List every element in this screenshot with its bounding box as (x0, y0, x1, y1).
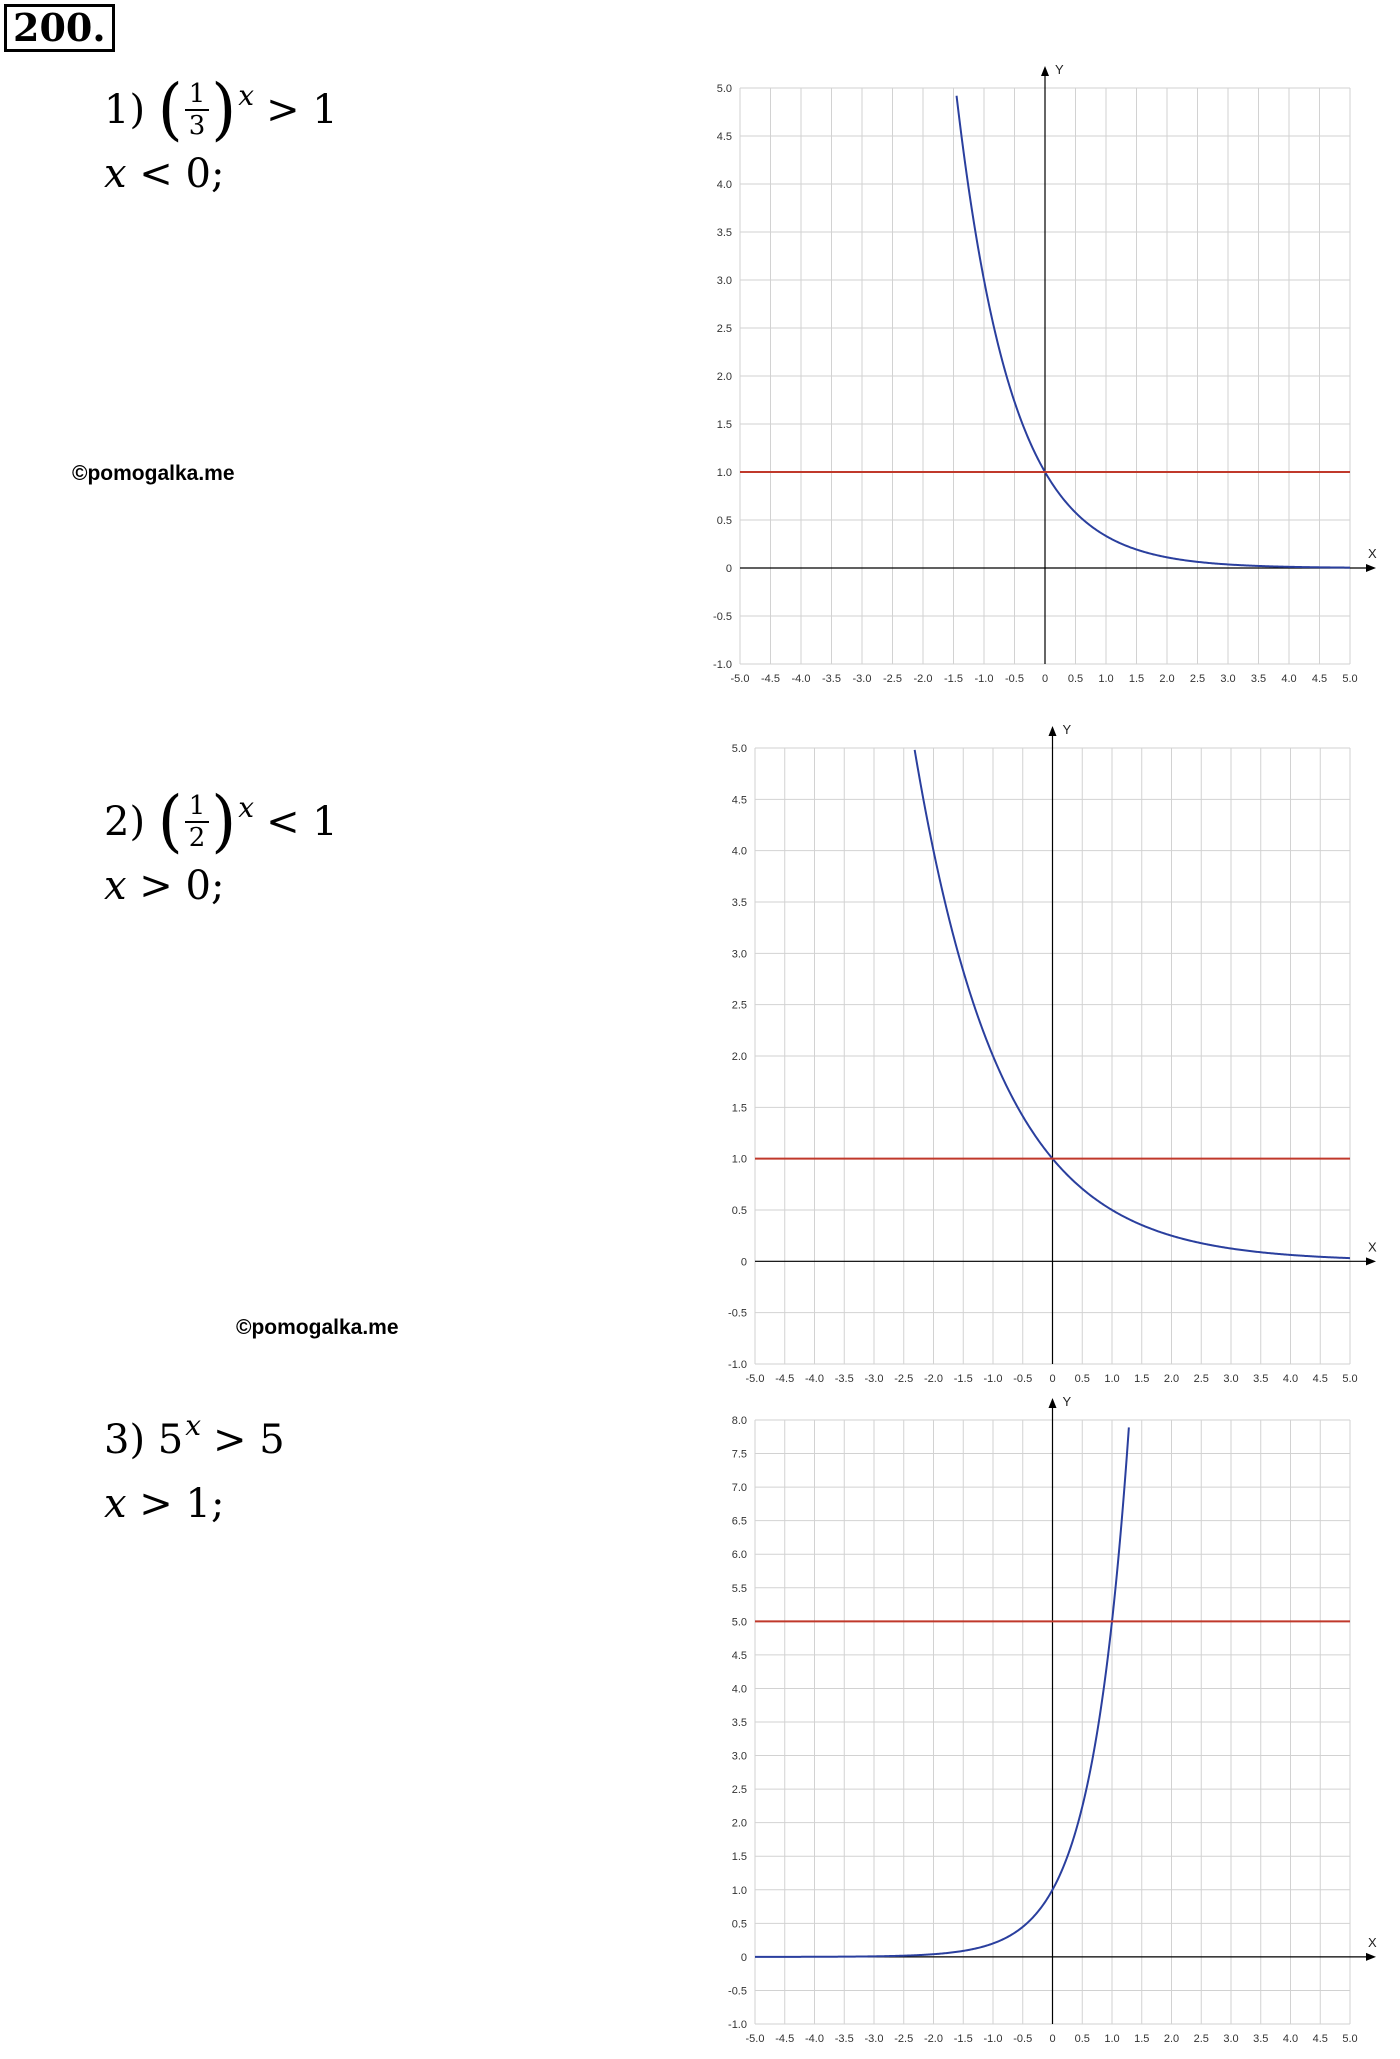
x-tick-label: 4.0 (1281, 673, 1297, 685)
exponential-curve (957, 96, 1350, 568)
y-tick-label: 0.5 (716, 515, 732, 527)
x-tick-label: 0.5 (1074, 2033, 1090, 2045)
x-tick-label: 1.5 (1128, 673, 1145, 685)
x-tick-label: 1.5 (1134, 2033, 1150, 2045)
y-tick-label: -1.0 (728, 1359, 747, 1371)
x-axis-label: X (1368, 1239, 1377, 1255)
x-tick-label: -4.5 (775, 1373, 795, 1385)
x-tick-label: -5.0 (745, 2033, 765, 2045)
y-tick-label: 0 (725, 563, 732, 575)
y-axis-label: Y (1062, 1394, 1072, 1409)
x-tick-label: 4.5 (1311, 673, 1328, 685)
x-tick-label: -1.0 (983, 2033, 1003, 2045)
chart-3 (715, 1394, 1390, 2050)
watermark: ©pomogalka.me (72, 462, 235, 485)
x-tick-label: -3.5 (834, 2033, 854, 2045)
x-axis-arrow (1366, 564, 1376, 572)
task-3-inequality (104, 1408, 285, 1472)
y-tick-label: 4.5 (716, 131, 732, 143)
x-tick-label: 2.5 (1193, 2033, 1209, 2045)
task-3-answer: x > 1; (104, 1481, 225, 1527)
y-tick-label: 1.0 (731, 1153, 747, 1166)
x-tick-label: 1.0 (1098, 673, 1114, 685)
x-tick-label: 5.0 (1342, 2033, 1358, 2045)
y-tick-label: 4.5 (731, 1649, 747, 1662)
y-tick-label: 5.0 (716, 83, 732, 95)
x-tick-label: 1.0 (1104, 1373, 1120, 1385)
y-tick-label: -0.5 (713, 611, 732, 623)
x-tick-label: -4.0 (805, 2033, 824, 2045)
task-label: 2) (104, 799, 146, 845)
y-tick-label: 2.0 (716, 371, 732, 383)
y-tick-label: 4.0 (716, 179, 732, 191)
y-tick-label: 1.5 (716, 419, 732, 431)
exponent: x (185, 1409, 202, 1442)
x-tick-label: 3.0 (1223, 2033, 1239, 2045)
y-tick-label: 5.5 (731, 1582, 747, 1595)
x-tick-label: 4.5 (1312, 2033, 1328, 2045)
y-tick-label: 2.5 (716, 323, 732, 335)
y-tick-label: 2.0 (731, 1051, 747, 1063)
x-tick-label: 5.0 (1342, 1373, 1358, 1385)
x-tick-label: -1.5 (953, 1373, 973, 1385)
x-tick-label: -0.5 (1005, 673, 1024, 685)
y-tick-label: 4.0 (731, 845, 747, 858)
x-tick-label: 2.0 (1163, 2033, 1180, 2045)
relation: < 1 (266, 799, 338, 845)
x-tick-label: 2.5 (1193, 1373, 1209, 1385)
x-tick-label: -3.0 (864, 1373, 884, 1385)
x-tick-label: 2.0 (1163, 1373, 1180, 1385)
x-axis-arrow (1366, 1257, 1376, 1265)
x-tick-label: 4.5 (1312, 1373, 1328, 1385)
task-label: 1) (104, 87, 146, 133)
x-tick-label: 1.5 (1134, 1373, 1150, 1385)
y-tick-label: -1.0 (728, 2019, 747, 2031)
y-tick-label: 1.5 (731, 1851, 747, 1864)
relation: > 1 (266, 87, 338, 133)
x-tick-label: 0 (1049, 1373, 1056, 1385)
y-axis-arrow (1041, 66, 1049, 76)
exponential-curve (915, 750, 1350, 1258)
task-2-inequality: 2) ( $\frac{1}{2}$ ) $^x$ < 1 (104, 790, 338, 854)
relation: > 5 (213, 1417, 285, 1463)
task-2 (104, 783, 338, 918)
base: 5 (157, 1417, 184, 1463)
y-tick-label: 3.0 (716, 275, 732, 287)
x-axis-label: X (1368, 1934, 1377, 1950)
x-tick-label: -0.5 (1013, 2033, 1033, 2045)
x-tick-label: -4.5 (761, 673, 780, 685)
x-tick-label: -0.5 (1013, 1373, 1033, 1385)
y-tick-label: 3.0 (731, 948, 747, 961)
x-tick-label: -5.0 (745, 1373, 765, 1385)
y-tick-label: 7.5 (731, 1448, 747, 1461)
y-tick-label: 2.5 (731, 1784, 747, 1797)
task-1-inequality: 1) ( $\frac{1}{3}$ ) $^x$ > 1 (104, 78, 338, 142)
x-tick-label: -3.0 (864, 2033, 884, 2045)
fraction: $\frac{1}{2}$ (185, 791, 210, 853)
x-tick-label: 0.5 (1074, 1373, 1090, 1385)
y-tick-label: 7.0 (731, 1482, 747, 1495)
y-tick-label: 1.5 (731, 1102, 747, 1115)
y-tick-label: 2.0 (731, 1817, 747, 1830)
y-axis-arrow (1049, 726, 1057, 736)
x-axis-arrow (1366, 1953, 1376, 1961)
fraction: $\frac{1}{3}$ (185, 79, 210, 141)
y-tick-label: -1.0 (713, 659, 732, 671)
y-tick-label: -0.5 (728, 1985, 747, 1998)
y-tick-label: 5.0 (731, 743, 747, 755)
y-tick-label: 6.0 (731, 1549, 747, 1562)
x-tick-label: -3.5 (834, 1373, 854, 1385)
task-2-answer: x > 0; (104, 863, 225, 909)
y-tick-label: 2.5 (731, 999, 747, 1012)
y-tick-label: 3.5 (731, 1717, 747, 1729)
x-tick-label: -3.0 (852, 673, 872, 685)
x-tick-label: 3.5 (1253, 2033, 1269, 2045)
x-tick-label: -1.5 (953, 2033, 973, 2045)
x-tick-label: 5.0 (1342, 673, 1358, 685)
x-tick-label: 0 (1041, 673, 1049, 685)
x-tick-label: 1.0 (1104, 2033, 1120, 2045)
y-tick-label: 0 (740, 1951, 747, 1964)
x-tick-label: -2.5 (883, 673, 902, 685)
chart-1 (700, 60, 1390, 690)
x-axis-label: X (1368, 546, 1377, 561)
x-tick-label: 3.5 (1253, 1373, 1269, 1385)
x-tick-label: -4.0 (791, 673, 811, 685)
x-tick-label: -4.5 (775, 2033, 795, 2045)
y-axis-arrow (1049, 1398, 1057, 1408)
y-tick-label: 4.5 (731, 794, 747, 807)
y-tick-label: 4.0 (731, 1683, 747, 1696)
x-tick-label: -4.0 (805, 1373, 824, 1385)
x-tick-label: 2.0 (1159, 673, 1175, 685)
y-tick-label: 6.5 (731, 1515, 747, 1528)
y-axis-label: Y (1055, 62, 1064, 77)
x-tick-label: -1.0 (974, 673, 994, 685)
exponential-curve (755, 1427, 1129, 1956)
x-tick-label: -2.0 (924, 2033, 943, 2045)
y-tick-label: -0.5 (728, 1307, 747, 1320)
x-tick-label: -2.5 (894, 1373, 914, 1385)
x-tick-label: -2.0 (924, 1373, 943, 1385)
x-tick-label: -2.0 (913, 673, 933, 685)
x-tick-label: 3.0 (1223, 1373, 1239, 1385)
y-tick-label: 0 (740, 1256, 747, 1269)
exponent: x (238, 791, 255, 824)
task-label: 3) (104, 1417, 146, 1463)
x-tick-label: 0.5 (1067, 673, 1084, 685)
y-tick-label: 5.0 (731, 1616, 747, 1629)
x-tick-label: 3.0 (1220, 673, 1236, 685)
watermark: ©pomogalka.me (236, 1316, 399, 1339)
y-tick-label: 3.5 (731, 897, 747, 909)
x-tick-label: 0 (1049, 2033, 1056, 2045)
x-tick-label: 3.5 (1250, 673, 1267, 685)
y-axis-label: Y (1062, 722, 1072, 737)
x-tick-label: -5.0 (730, 673, 750, 685)
problem-number: 200. (4, 4, 115, 52)
y-tick-label: 0.5 (731, 1205, 747, 1217)
x-tick-label: 4.0 (1282, 1373, 1299, 1385)
y-tick-label: 1.0 (731, 1884, 747, 1897)
task-1-answer: x < 0; (104, 151, 225, 197)
x-tick-label: 4.0 (1282, 2033, 1299, 2045)
y-tick-label: 0.5 (731, 1918, 747, 1931)
y-tick-label: 3.5 (716, 227, 732, 239)
x-tick-label: -1.5 (944, 673, 963, 685)
chart-2 (715, 720, 1390, 1390)
task-1 (104, 71, 338, 206)
y-tick-label: 3.0 (731, 1750, 747, 1763)
x-tick-label: -2.5 (894, 2033, 914, 2045)
x-tick-label: 2.5 (1189, 673, 1206, 685)
exponent: x (238, 79, 255, 112)
task-3 (104, 1408, 285, 1536)
x-tick-label: -1.0 (983, 1373, 1003, 1385)
y-tick-label: 1.0 (716, 467, 732, 479)
y-tick-label: 8.0 (731, 1415, 747, 1427)
x-tick-label: -3.5 (822, 673, 841, 685)
